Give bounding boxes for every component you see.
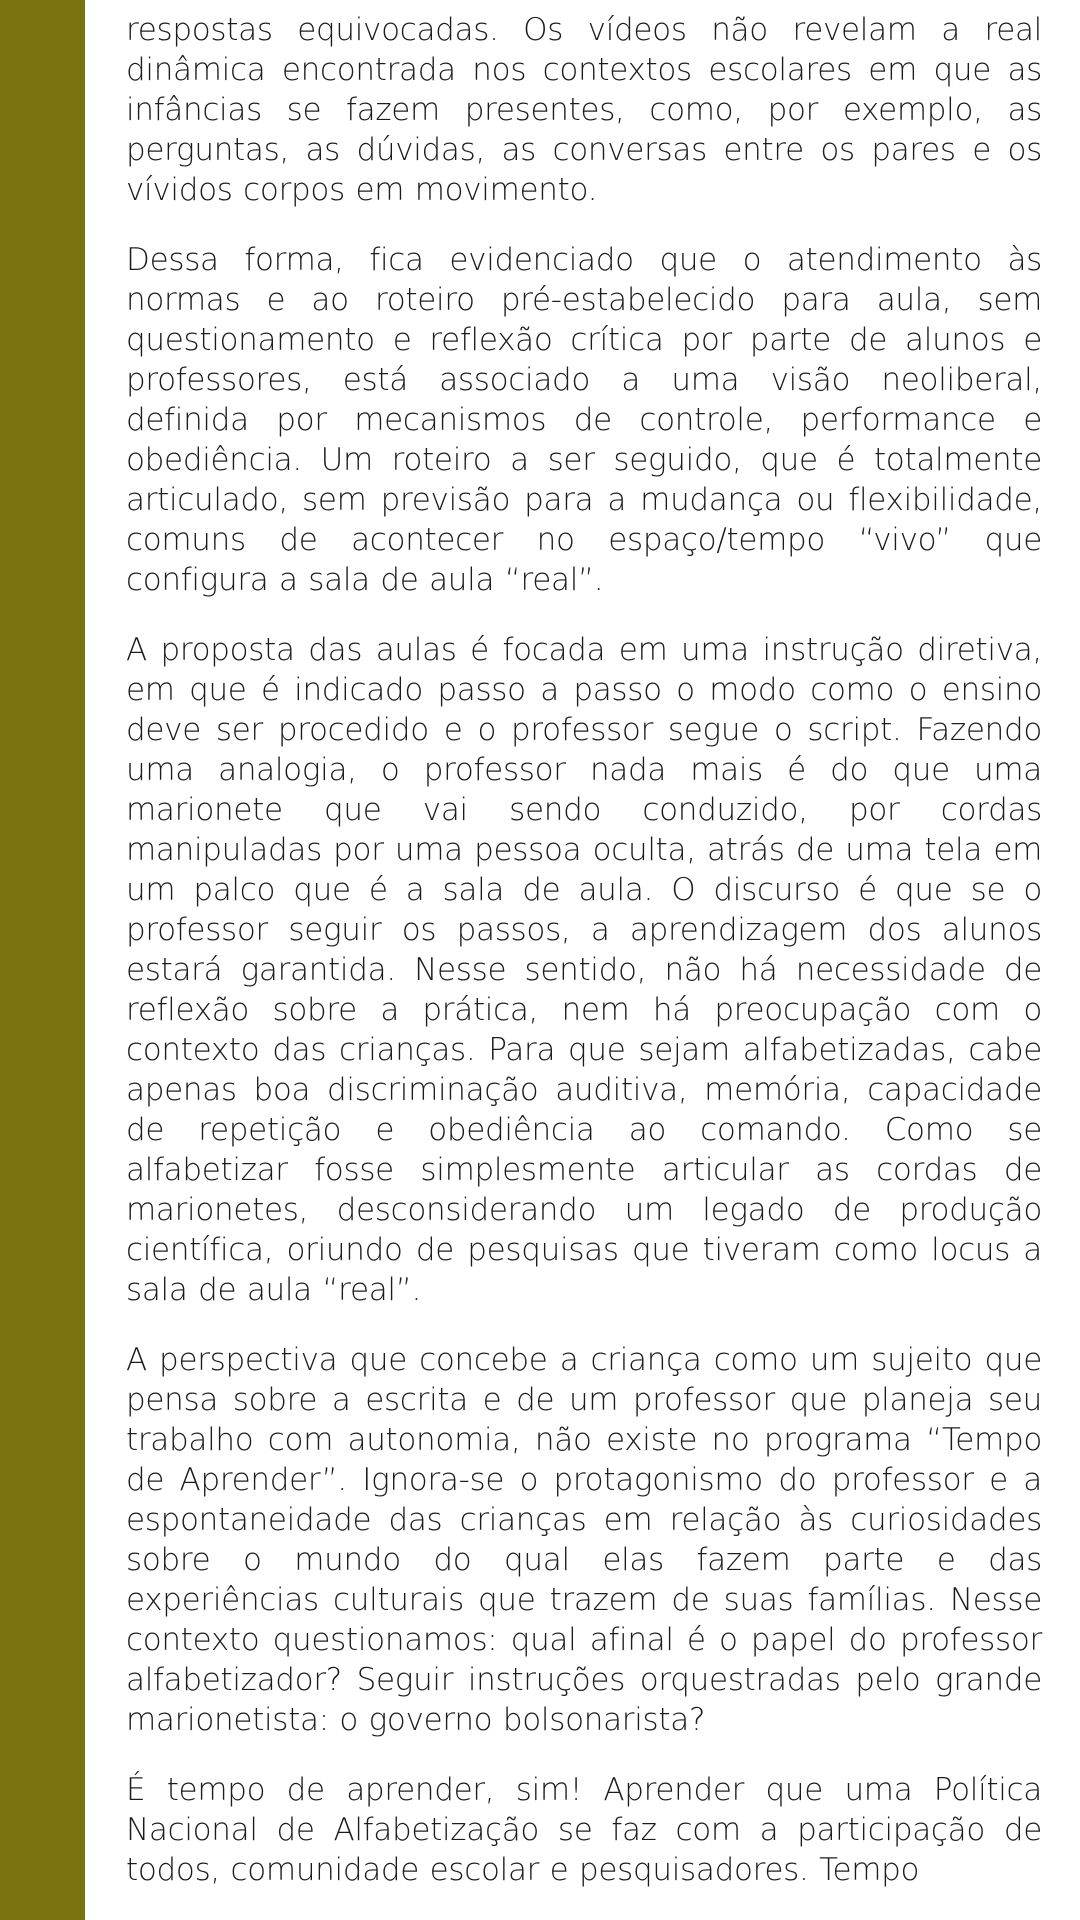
side-color-bar — [0, 0, 85, 1920]
paragraph-2: Dessa forma, fica evidenciado que o atendimento às normas e ao roteiro pré-estabelecido para aula, sem questionamento e reflexão crítica por parte de alunos e professores, está associado a uma visão neoliberal, definida por mecanismos de controle, performance e obediência. Um roteiro a ser seguido, que é totalmente articulado, sem previsão para a mudança ou flexibilidade, comuns de acontecer no espaço/tempo “vivo” que configura a sala de aula “real”. — [126, 242, 1042, 598]
paragraph-1: respostas equivocadas. Os vídeos não revelam a real dinâmica encontrada nos contextos escolares em que as infâncias se fazem presentes, como, por exemplo, as perguntas, as dúvidas, as conversas entre os pares e os vívidos corpos em movimento. — [126, 12, 1042, 208]
paragraph-5: É tempo de aprender, sim! Aprender que uma Política Nacional de Alfabetização se faz com a participação de todos, comunidade escolar e pesquisadores. Tempo — [126, 1772, 1042, 1888]
paragraph-4: A perspectiva que concebe a criança como um sujeito que pensa sobre a escrita e de um professor que planeja seu trabalho com autonomia, não existe no programa “Tempo de Aprender”. Ignora-se o protagonismo do professor e a espontaneidade das crianças em relação às curiosidades sobre o mundo do qual elas fazem parte e das experiências culturais que trazem de suas famílias. Nesse contexto questionamos: qual afinal é o papel do professor alfabetizador? Seguir instruções orquestradas pelo grande marionetista: o governo bolsonarista? — [126, 1342, 1042, 1738]
paragraph-3: A proposta das aulas é focada em uma instrução diretiva, em que é indicado passo a passo o modo como o ensino deve ser procedido e o professor segue o script. Fazendo uma analogia, o professor nada mais é do que uma marionete que vai sendo conduzido, por cordas manipuladas por uma pessoa oculta, atrás de uma tela em um palco que é a sala de aula. O discurso é que se o professor seguir os passos, a aprendizagem dos alunos estará garantida. Nesse sentido, não há necessidade de reflexão sobre a prática, nem há preocupação com o contexto das crianças. Para que sejam alfabetizadas, cabe apenas boa discriminação auditiva, memória, capacidade de repetição e obediência ao comando. Como se alfabetizar fosse simplesmente articular as cordas de marionetes, desconsiderando um legado de produção científica, oriundo de pesquisas que tiveram como locus a sala de aula “real”. — [126, 632, 1042, 1308]
document-body — [126, 10, 1042, 1920]
